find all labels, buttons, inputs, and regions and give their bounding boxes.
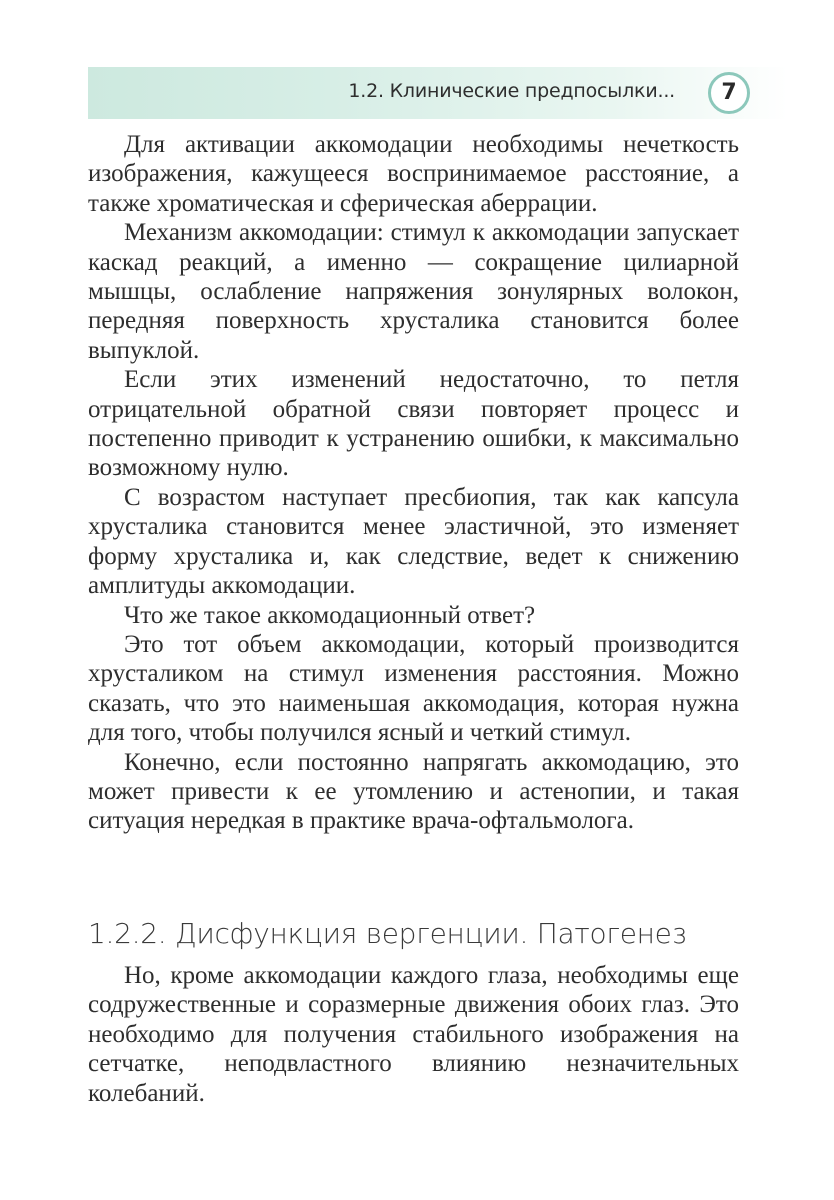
section-heading: 1.2.2. Дисфункция вергенции. Патогенез	[88, 917, 687, 950]
paragraph: Для активации аккомодации необходимы нечеткость изображения, кажущееся воспринимаемое расстояние, а также хроматическая и сферическая аберрации.	[88, 131, 739, 217]
paragraph: Механизм аккомодации: стимул к аккомодации запускает каскад реакций, а именно — сокращение цилиарной мышцы, ослабление напряжения зонулярных волокон, передняя поверхность хрусталика становится более выпуклой.	[88, 219, 739, 364]
running-title: 1.2. Клинические предпосылки...	[348, 80, 675, 102]
paragraph: С возрастом наступает пресбиопия, так как капсула хрусталика становится менее эластичной, это изменяет форму хрусталика и, как следствие, ведет к снижению амплитуды аккомодации.	[88, 483, 739, 600]
paragraph: Это тот объем аккомодации, который производится хрусталиком на стимул изменения расстояния. Можно сказать, что это наименьшая аккомодация, которая нужна для того, чтобы получился ясный и четкий стимул.	[88, 630, 739, 747]
body-text-top	[88, 130, 739, 836]
paragraph: Что же такое аккомодационный ответ?	[124, 601, 536, 629]
paragraph: Если этих изменений недостаточно, то петля отрицательной обратной связи повторяет процесс и постепенно приводит к устранению ошибки, к максимально возможному нулю.	[88, 366, 739, 482]
body-text-bottom	[88, 961, 739, 1108]
page-number: 7	[721, 80, 737, 105]
paragraph: Но, кроме аккомодации каждого глаза, необходимы еще содружественные и соразмерные движения обоих глаз. Это необходимо для получения стабильного изображения на сетчатке, неподвластного влиянию незначительных колебаний.	[88, 962, 739, 1107]
paragraph: Конечно, если постоянно напрягать аккомодацию, это может привести к ее утомлению и астенопии, и такая ситуация нередкая в практике врача-офтальмолога.	[88, 748, 739, 835]
